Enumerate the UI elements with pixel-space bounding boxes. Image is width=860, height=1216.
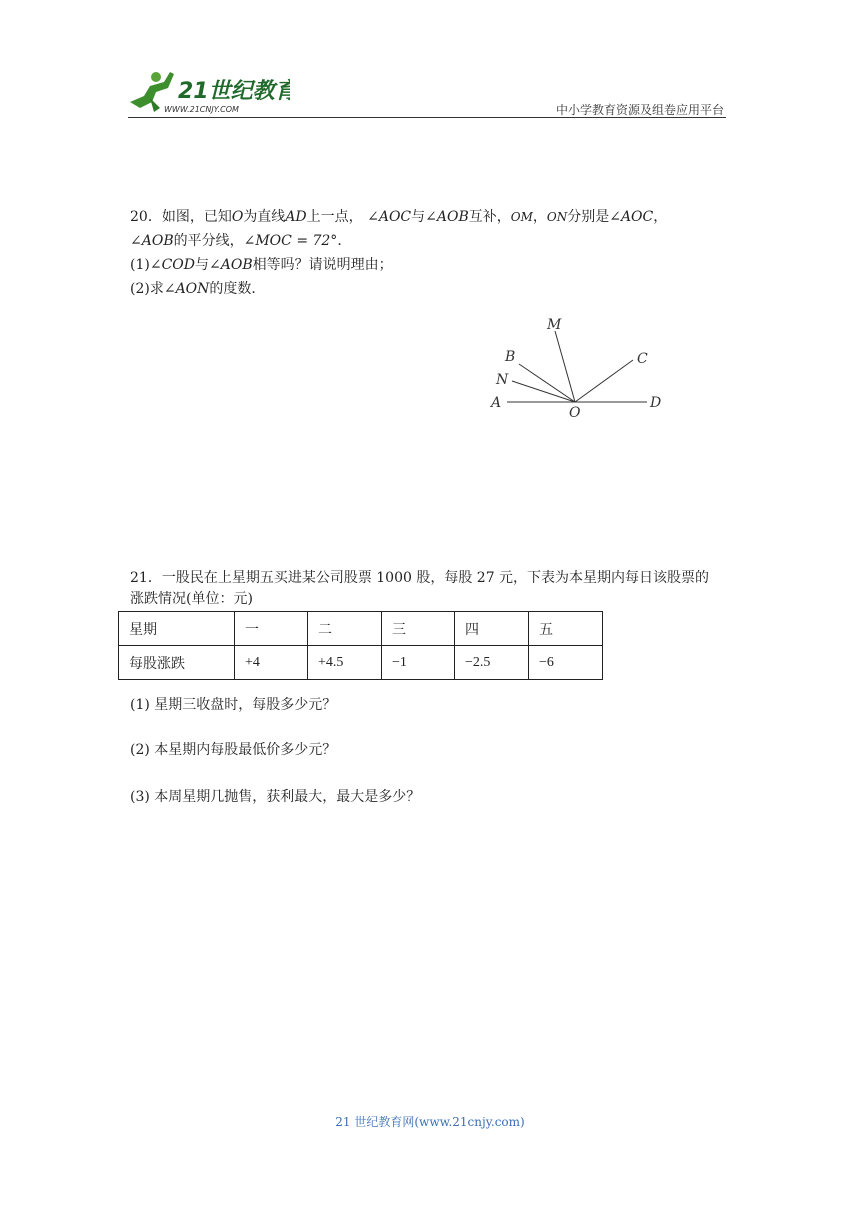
q21-sub-1: (1) 星期三收盘时，每股多少元？: [130, 697, 337, 713]
table-cell: 五: [529, 612, 603, 646]
q20-part-2: (2)求∠AON的度数．: [130, 281, 266, 297]
table-cell: 四: [455, 612, 529, 646]
table-cell: 二: [308, 612, 382, 646]
question-20: [130, 205, 730, 301]
table-cell: 一: [235, 612, 308, 646]
site-logo: [120, 68, 290, 118]
label-M: M: [547, 317, 562, 333]
table-cell: 每股涨跌: [119, 646, 235, 680]
ray-OM: [555, 331, 575, 402]
q21-sub-2: (2) 本星期内每股最低价多少元？: [130, 742, 337, 758]
q21-intro-line-2: 涨跌情况(单位：元): [130, 591, 253, 607]
q21-sub-3: (3) 本周星期几抛售，获利最大，最大是多少？: [130, 789, 421, 805]
q20-line-2: ∠AOB的平分线，∠MOC = 72°．: [130, 233, 352, 249]
label-C: C: [637, 351, 648, 367]
footer-site-link[interactable]: 21 世纪教育网(www.21cnjy.com): [335, 1115, 525, 1129]
q21-intro-line-1: 21．一股民在上星期五买进某公司股票 1000 股，每股 27 元，下表为本星期内每日该股票的: [130, 570, 710, 586]
label-A: A: [491, 395, 502, 411]
logo-text: 21世纪教育: [178, 79, 290, 104]
label-O: O: [569, 405, 581, 421]
q20-line-1: 20．如图，已知O为直线AD上一点， ∠AOC与∠AOB互补，OM，ON分别是∠AOC，: [130, 209, 668, 225]
ray-OB: [519, 364, 575, 402]
label-D: D: [650, 395, 662, 411]
header-divider: [128, 117, 726, 118]
table-header-row: [119, 612, 603, 646]
label-B: B: [505, 349, 516, 365]
logo-url-text: WWW.21CNJY.COM: [164, 105, 239, 114]
table-cell: +4.5: [308, 646, 382, 680]
stock-change-table: [118, 611, 603, 680]
platform-name: 中小学教育资源及组卷应用平台: [555, 103, 724, 117]
table-cell: −2.5: [455, 646, 529, 680]
label-N: N: [496, 372, 509, 388]
angle-diagram: [485, 312, 675, 427]
table-cell: +4: [235, 646, 308, 680]
table-row: [119, 646, 603, 680]
ray-ON: [512, 381, 575, 402]
question-21: [130, 566, 730, 611]
table-cell: 星期: [119, 612, 235, 646]
table-cell: −6: [529, 646, 603, 680]
table-cell: −1: [382, 646, 455, 680]
q20-part-1: (1)∠COD与∠AOB相等吗？请说明理由；: [130, 257, 393, 273]
table-cell: 三: [382, 612, 455, 646]
ray-OC: [575, 360, 633, 402]
